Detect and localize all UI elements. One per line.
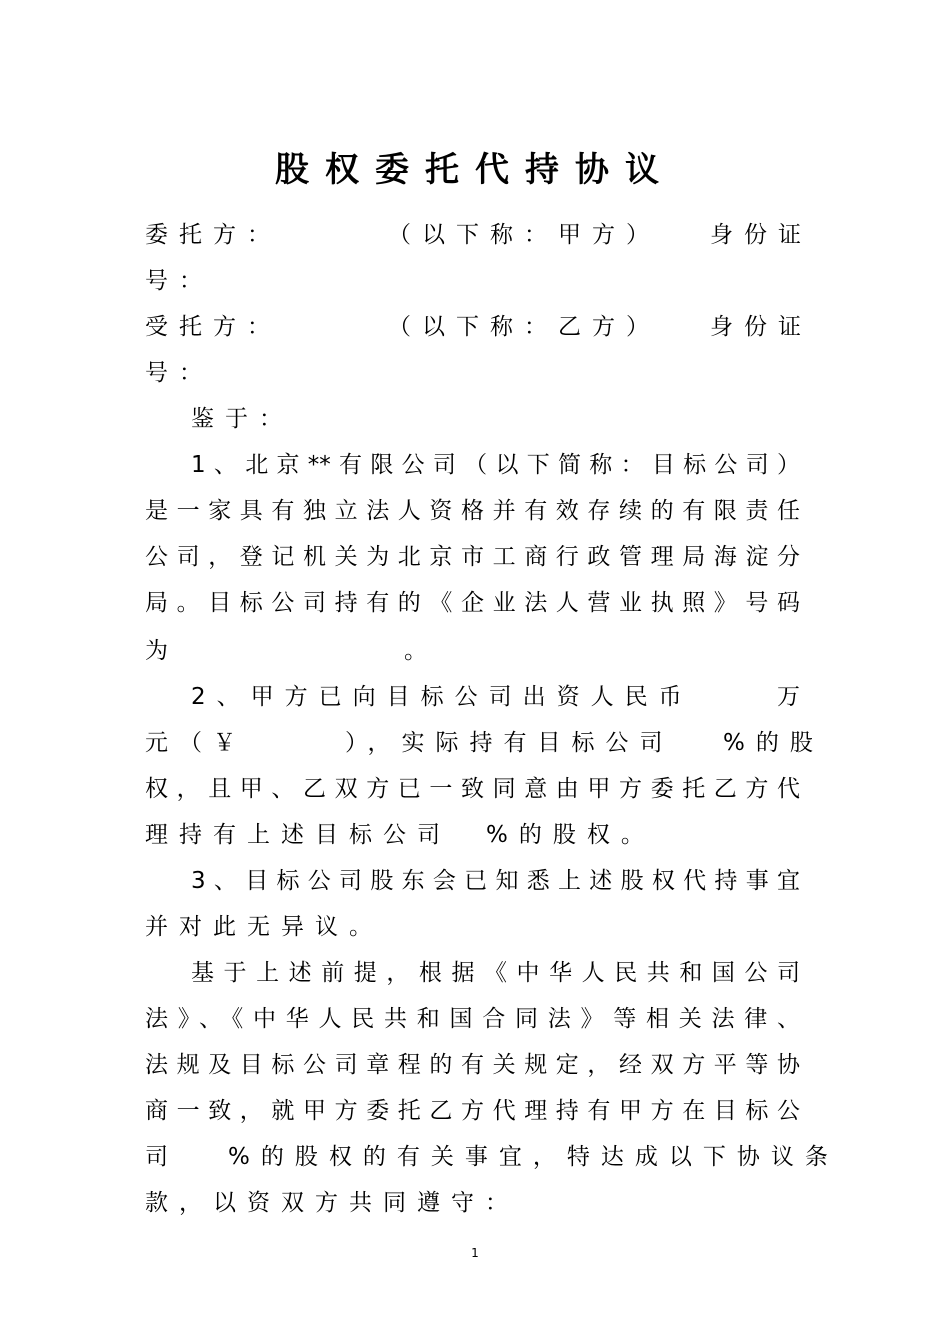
recital-2-line-3: 权，且甲、乙双方已一致同意由甲方委托乙方代 bbox=[145, 776, 800, 802]
principal-id-tail: 号： bbox=[145, 268, 213, 294]
basis-line-6: 款，以资双方共同遵守： bbox=[145, 1190, 519, 1216]
recital-2-yuan: 元（￥ bbox=[145, 730, 247, 756]
recital-2-holding: ），实际持有目标公司 bbox=[345, 730, 674, 756]
recital-3-line-1: 3、目标公司股东会已知悉上述股权代持事宜 bbox=[191, 868, 800, 894]
document-title: 股权委托代持协议 bbox=[275, 150, 675, 190]
recitals-heading: 鉴于： bbox=[191, 406, 293, 432]
recital-1-line-3: 公司，登记机关为北京市工商行政管理局海淀分 bbox=[145, 544, 800, 570]
recital-2-percent: %的股 bbox=[723, 730, 824, 756]
page-number: 1 bbox=[471, 1246, 479, 1260]
principal-label: 委托方： bbox=[145, 222, 281, 248]
basis-line-5-end: %的股权的有关事宜，特达成以下协议条 bbox=[228, 1144, 839, 1170]
recital-1-line-5-end: 。 bbox=[404, 638, 427, 664]
recital-2-wan: 万 bbox=[777, 684, 800, 710]
basis-line-4: 商一致，就甲方委托乙方代理持有甲方在目标公 bbox=[145, 1098, 800, 1124]
recital-2-line-4-start: 理持有上述目标公司 bbox=[145, 822, 451, 848]
basis-line-2: 法》、《中华人民共和国合同法》等相关法律、 bbox=[145, 1006, 800, 1032]
agent-label: 受托方： bbox=[145, 314, 281, 340]
agent-id-tail: 号： bbox=[145, 360, 213, 386]
agent-id-label: 身份证 bbox=[710, 314, 812, 340]
agent-alias: （以下称：乙方） bbox=[388, 314, 660, 340]
principal-alias: （以下称：甲方） bbox=[388, 222, 660, 248]
recital-1-line-1: 1、北京**有限公司（以下简称：目标公司） bbox=[191, 452, 800, 478]
recital-1-line-5-start: 为 bbox=[145, 638, 168, 664]
recital-1-line-2: 是一家具有独立法人资格并有效存续的有限责任 bbox=[145, 498, 800, 524]
recital-3-line-2: 并对此无异议。 bbox=[145, 914, 383, 940]
principal-id-label: 身份证 bbox=[710, 222, 812, 248]
recital-1-line-4: 局。目标公司持有的《企业法人营业执照》号码 bbox=[145, 590, 800, 616]
recital-2-line-4-end: %的股权。 bbox=[486, 822, 655, 848]
basis-line-1: 基于上述前提，根据《中华人民共和国公司 bbox=[191, 960, 800, 986]
basis-line-3: 法规及目标公司章程的有关规定，经双方平等协 bbox=[145, 1052, 800, 1078]
basis-line-5-start: 司 bbox=[145, 1144, 168, 1170]
recital-2-line-1: 2、甲方已向目标公司出资人民币 bbox=[191, 684, 693, 710]
